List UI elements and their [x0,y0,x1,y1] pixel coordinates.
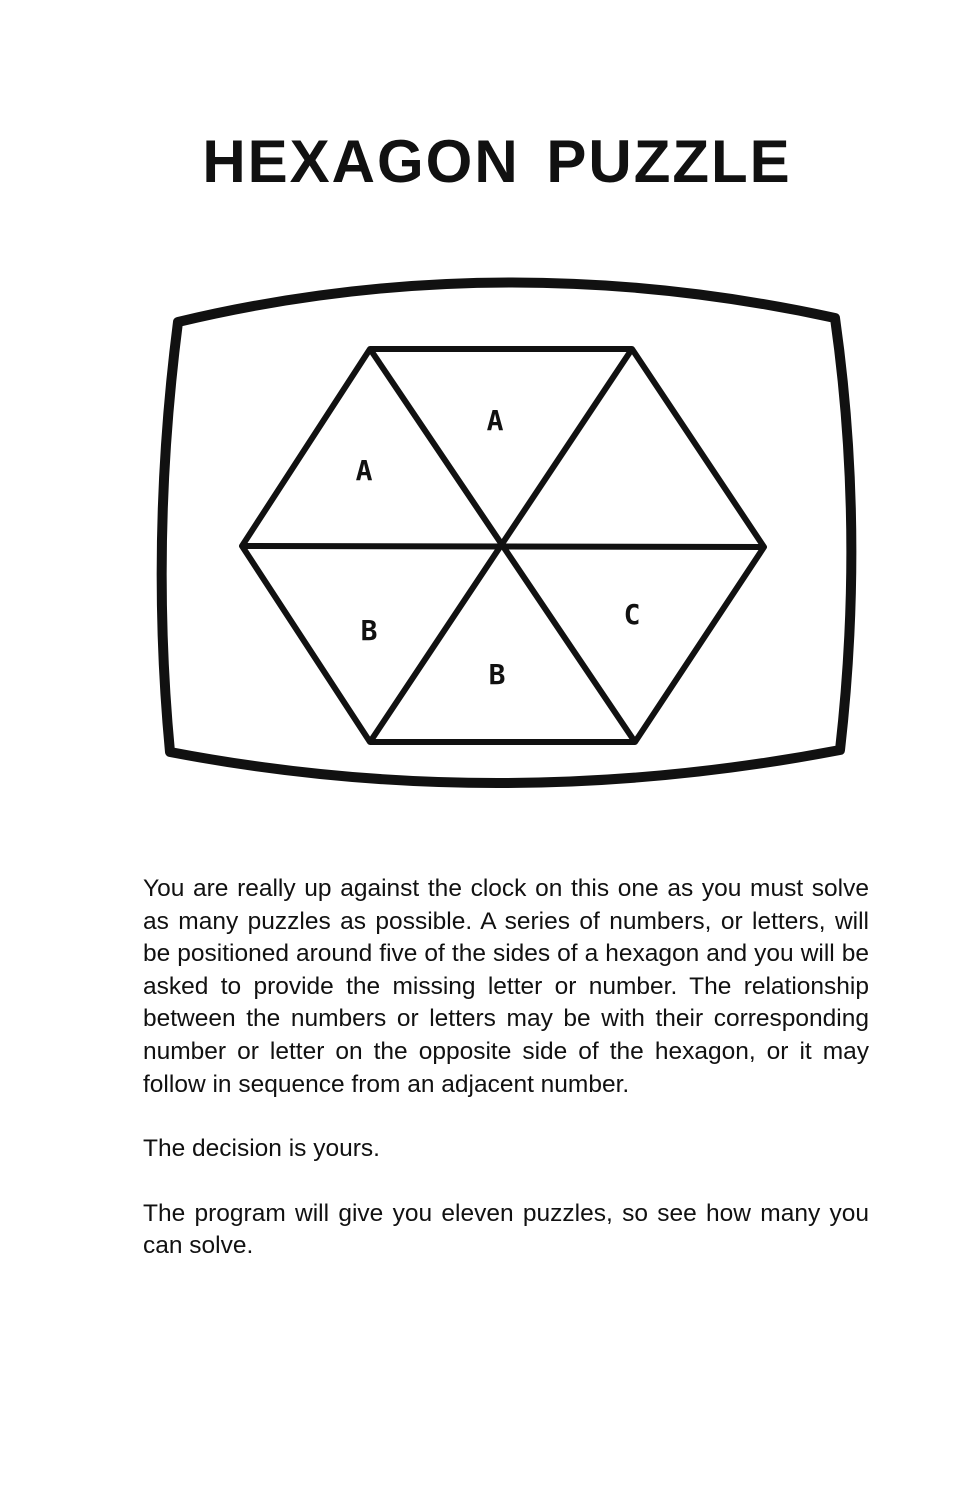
instructions-paragraph: You are really up against the clock on this one as you must solve as many puzzles as possible. A series of numbers, or letters, will be positioned around five of the sides of a hexagon and you will be asked to provide the missing letter or number. The relationship between the numbers or letters may be with their corresponding number or letter on the opposite side of the hexagon, or it may follow in sequence from an adjacent number. [143,875,869,1098]
segment-label-upper-left: A [355,454,373,487]
segment-label-bottom: B [488,658,506,691]
segment-label-lower-right: C [623,598,641,631]
program-paragraph: The program will give you eleven puzzles, so see how many you can solve. [143,1199,869,1260]
decision-paragraph: The decision is yours. [143,1135,380,1163]
segment-label-top: A [486,404,504,437]
instructions-text [143,873,869,1263]
page-title: HEXAGON PUZZLE [202,128,792,195]
segment-label-lower-left: B [360,614,378,647]
